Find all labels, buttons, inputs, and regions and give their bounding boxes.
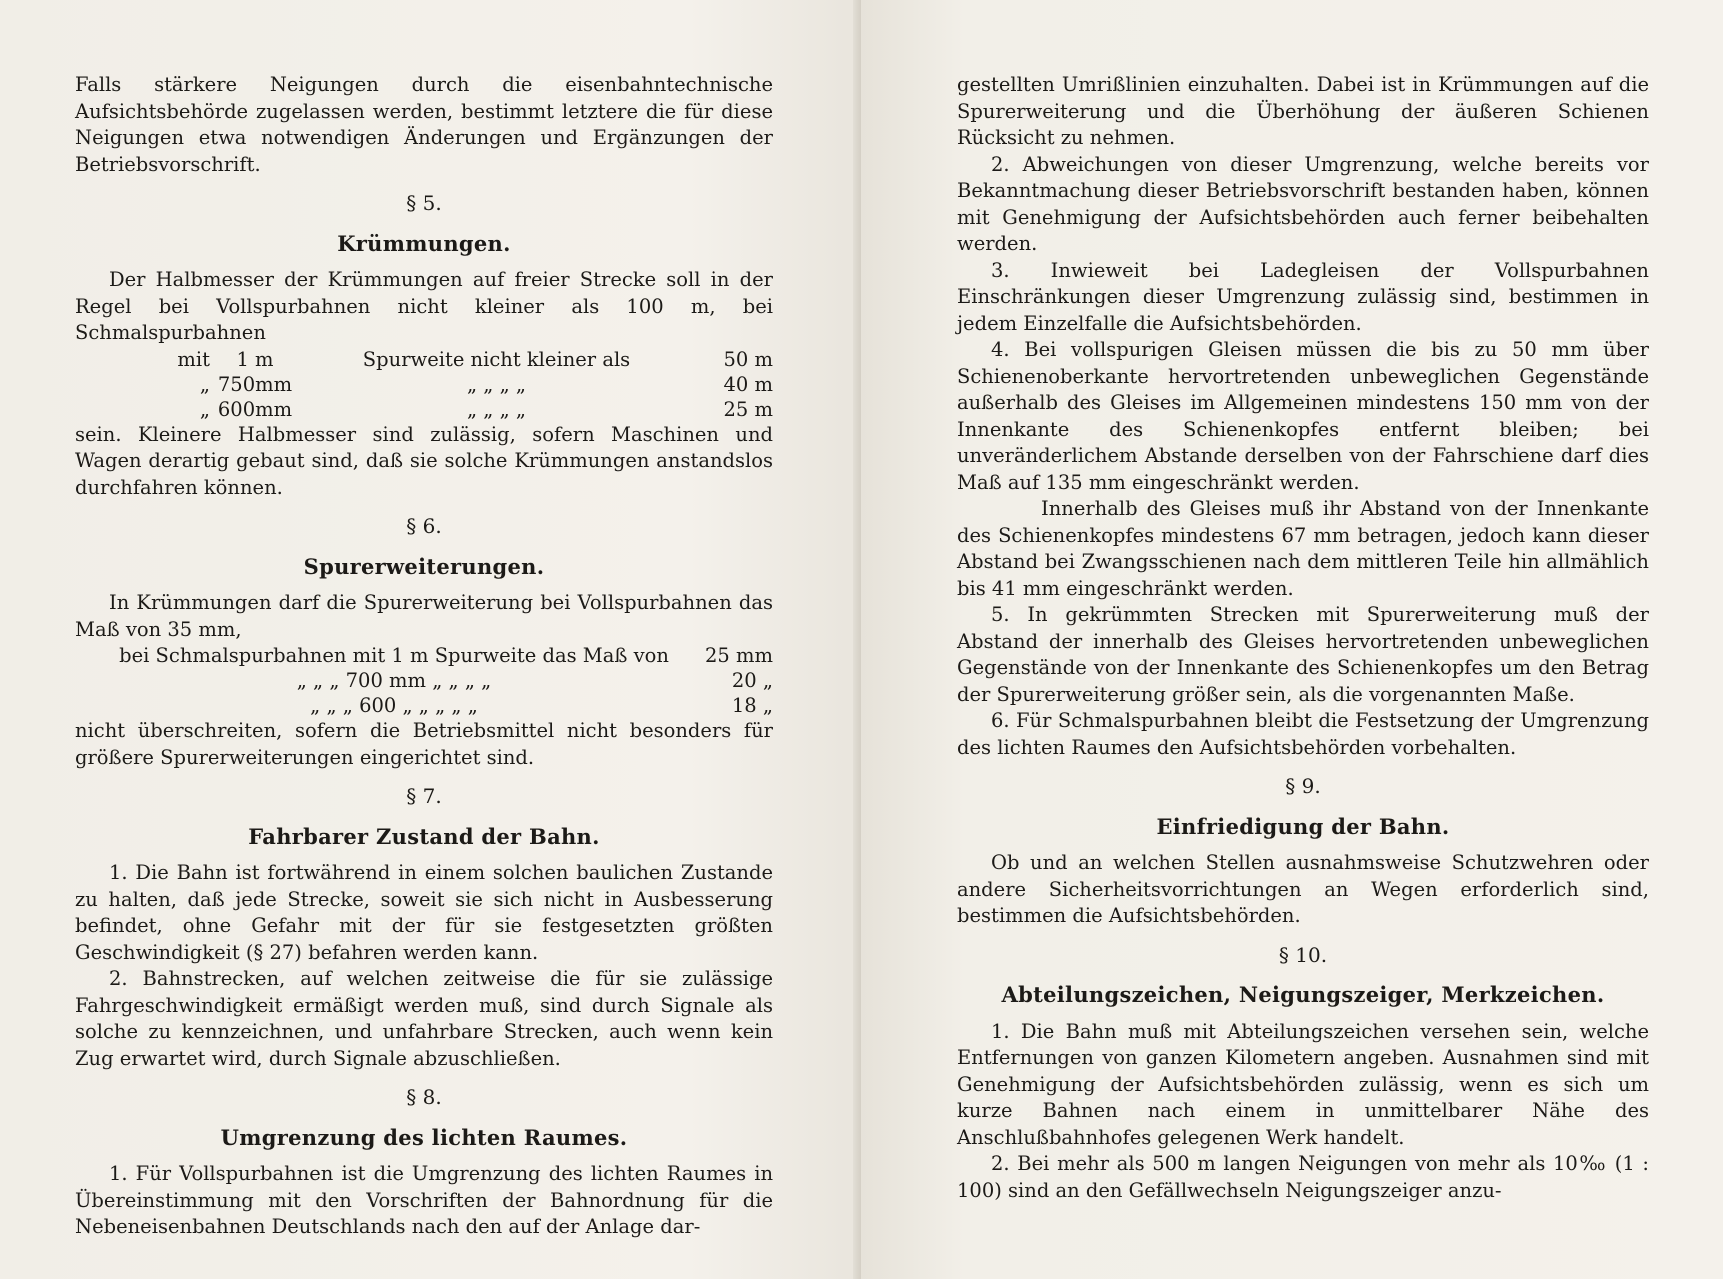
paragraph: 1. Die Bahn ist fortwährend in einem solchen baulichen Zustande zu halten, daß jede Strecke, soweit sie sich nicht in Ausbesserung befindet, ohne Gefahr mit der für sie festgesetzten größten Geschwindigkeit (§ 27) befahren werden kann. bbox=[75, 861, 773, 964]
table-row bbox=[75, 347, 773, 372]
paragraph: 4. Bei vollspurigen Gleisen müssen die bis zu 50 mm über Schienenoberkante hervortretenden unbeweglichen Gegenstände außerhalb des Gleises im Allgemeinen mindestens 150 mm von der Innenkante des Schienenkopfes entfernt bleiben; bei unveränderlichem Abstande derselben von der Fahrschiene darf dies Maß auf 135 mm eingeschränkt werden. bbox=[957, 338, 1649, 494]
paragraph: Innerhalb des Gleises muß ihr Abstand von der Innenkante des Schienenkopfes mindestens 67 mm betragen, jedoch kann dieser Abstand bei Zwangsschienen nach dem mittleren Teile hin allmählich bis 41 mm eingeschränkt werden. bbox=[957, 497, 1649, 600]
section-heading: Fahrbarer Zustand der Bahn. bbox=[248, 823, 600, 849]
section-number: § 7. bbox=[406, 784, 442, 808]
table-cell: „ „ „ „ bbox=[466, 397, 526, 421]
section-heading: Krümmungen. bbox=[337, 230, 511, 256]
table-cell: 1 m bbox=[236, 347, 274, 371]
section-heading: Spurerweiterungen. bbox=[303, 553, 545, 579]
table-cell: „ bbox=[199, 397, 210, 421]
section-number: § 6. bbox=[406, 514, 442, 538]
paragraph: 5. In gekrümmten Strecken mit Spurerweiterung muß der Abstand der innerhalb des Gleises hervortretenden unbeweglichen Gegenstände von der Innenkante des Schienenkopfes um den Betrag der Spurerweiterung größer sein, als die vorgenannten Maße. bbox=[957, 603, 1649, 706]
table-cell: Spurweite nicht kleiner als bbox=[362, 347, 631, 371]
table-row bbox=[75, 668, 773, 693]
table-cell: bei Schmalspurbahnen mit 1 m Spurweite das Maß von bbox=[119, 644, 669, 667]
paragraph: Falls stärkere Neigungen durch die eisenbahntechnische Aufsichtsbehörde zugelassen werden, bestimmt letztere die für diese Neigungen etwa notwendigen Änderungen und Ergänzungen der Betriebsvorschrift. bbox=[75, 73, 773, 176]
section-heading: Einfriedigung der Bahn. bbox=[1156, 813, 1450, 839]
table-cell: 25 mm bbox=[705, 644, 773, 667]
paragraph: Ob und an welchen Stellen ausnahmsweise Schutzwehren oder andere Sicherheitsvorrichtungen an Wegen erforderlich sind, bestimmen die Aufsichtsbehörden. bbox=[957, 851, 1649, 927]
section-number: § 9. bbox=[1285, 774, 1321, 798]
paragraph: In Krümmungen darf die Spurerweiterung bei Vollspurbahnen das Maß von 35 mm, bbox=[75, 591, 773, 641]
paragraph: 2. Abweichungen von dieser Umgrenzung, welche bereits vor Bekanntmachung dieser Betriebsvorschrift bestanden haben, können mit Genehmigung der Aufsichtsbehörden auch ferner beibehalten werden. bbox=[957, 152, 1649, 255]
table-cell: 20 „ bbox=[731, 669, 773, 692]
table-cell: 750mm bbox=[217, 372, 293, 396]
gauge-widening-table bbox=[75, 643, 773, 718]
curve-radius-table bbox=[75, 347, 773, 422]
paragraph: Der Halbmesser der Krümmungen auf freier Strecke soll in der Regel bei Vollspurbahnen nicht kleiner als 100 m, bei Schmalspurbahnen bbox=[75, 268, 773, 344]
paragraph: 2. Bahnstrecken, auf welchen zeitweise die für sie zulässige Fahrgeschwindigkeit ermäßigt werden muß, sind durch Signale als solche zu kennzeichnen, und unfahrbare Strecken, auch wenn kein Zug erwartet wird, durch Signale abzuschließen. bbox=[75, 967, 773, 1070]
section-number: § 10. bbox=[1278, 942, 1328, 967]
table-row bbox=[75, 397, 773, 422]
paragraph: sein. Kleinere Halbmesser sind zulässig, sofern Maschinen und Wagen derartig gebaut sind, daß sie solche Krümmungen anstandslos durchfahren können. bbox=[75, 422, 773, 499]
right-page bbox=[861, 0, 1723, 1279]
section-number: § 5. bbox=[406, 191, 442, 215]
table-cell: „ „ „ „ bbox=[466, 372, 526, 396]
table-cell: „ „ „ 700 mm „ „ „ „ bbox=[296, 669, 492, 692]
paragraph: 2. Bei mehr als 500 m langen Neigungen von mehr als 10‰ (1 : 100) sind an den Gefällwechseln Neigungszeiger anzu- bbox=[957, 1152, 1649, 1202]
paragraph: 1. Die Bahn muß mit Abteilungszeichen versehen sein, welche Entfernungen von ganzen Kilometern angeben. Ausnahmen sind mit Genehmigung der Aufsichtsbehörden zulässig, wenn es sich um kurze Bahnen nach einem in unmittelbarer Nähe des Anschlußbahnhofes gelegenen Werk handelt. bbox=[957, 1019, 1649, 1149]
table-cell: 600mm bbox=[217, 397, 293, 421]
paragraph: 1. Für Vollspurbahnen ist die Umgrenzung des lichten Raumes in Übereinstimmung mit den Vorschriften der Bahnordnung für die Nebeneisenbahnen Deutschlands nach den auf der Anlage dar- bbox=[75, 1162, 773, 1238]
section-number: § 8. bbox=[406, 1085, 442, 1109]
section-heading: Abteilungszeichen, Neigungszeiger, Merkzeichen. bbox=[1001, 982, 1605, 1007]
table-cell: mit bbox=[177, 347, 210, 371]
paragraph: 6. Für Schmalspurbahnen bleibt die Festsetzung der Umgrenzung des lichten Raumes den Aufsichtsbehörden vorbehalten. bbox=[957, 709, 1649, 759]
table-cell: „ bbox=[199, 372, 210, 396]
paragraph: nicht überschreiten, sofern die Betriebsmittel nicht besonders für größere Spurerweiterungen eingerichtet sind. bbox=[75, 719, 773, 769]
paragraph: 3. Inwieweit bei Ladegleisen der Vollspurbahnen Einschränkungen dieser Umgrenzung zulässig sind, bestimmen in jedem Einzelfalle die Aufsichtsbehörden. bbox=[957, 258, 1649, 335]
table-cell: 50 m bbox=[723, 347, 773, 371]
section-heading: Umgrenzung des lichten Raumes. bbox=[220, 1124, 628, 1150]
table-cell: 25 m bbox=[723, 397, 773, 421]
paragraph: gestellten Umrißlinien einzuhalten. Dabei ist in Krümmungen auf die Spurerweiterung und die Überhöhung der äußeren Schienen Rücksicht zu nehmen. bbox=[957, 73, 1649, 149]
left-page bbox=[0, 0, 861, 1279]
table-cell: 40 m bbox=[723, 372, 773, 396]
table-row bbox=[75, 372, 773, 397]
table-row bbox=[75, 693, 773, 718]
table-row bbox=[75, 643, 773, 668]
table-cell: 18 „ bbox=[731, 694, 773, 717]
table-cell: „ „ „ 600 „ „ „ „ „ bbox=[310, 694, 478, 717]
